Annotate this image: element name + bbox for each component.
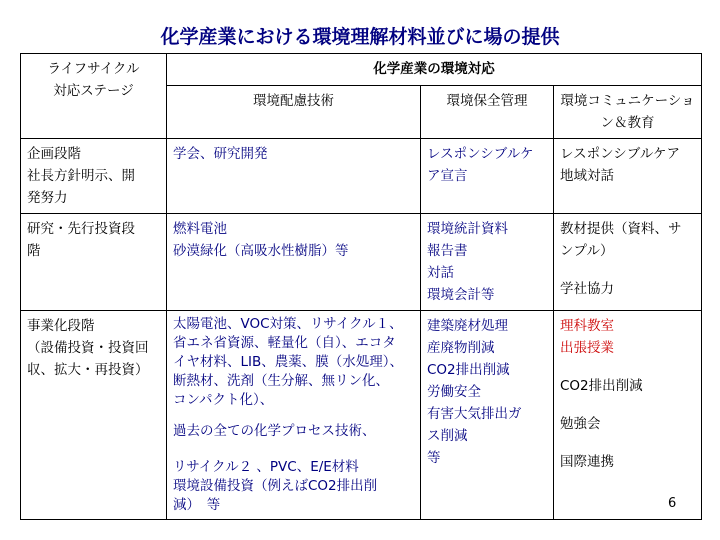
mgmt-cell [421, 139, 554, 214]
comm-cell-1 [554, 139, 702, 214]
mgmt-line: ス削減 [427, 428, 468, 444]
stage-line: 発努力 [27, 190, 68, 206]
tech-line: イヤ材料、LIB、農薬、膜（水処理）、 [173, 354, 404, 370]
comm-cell-3 [554, 311, 702, 520]
tech-cell [167, 139, 421, 214]
comm-line: CO2排出削減 [560, 378, 643, 394]
tech-line: 過去の全ての化学プロセス技術、 [173, 423, 376, 439]
mgmt-line: 報告書 [427, 243, 468, 259]
tech-line: 太陽電池、VOC対策、リサイクル１、 [173, 316, 403, 332]
mgmt-line: 建築廃材処理 [427, 318, 508, 334]
comm-cell-2 [554, 214, 702, 311]
header-comm [554, 86, 702, 139]
mgmt-line: ア宣言 [427, 168, 468, 184]
comm-line: 地域対話 [560, 168, 614, 184]
tech-line: 燃料電池 [173, 221, 227, 237]
stage-line: 社長方針明示、開 [27, 168, 135, 184]
stage-line: 研究・先行投資段 [27, 221, 135, 237]
stage-cell [21, 214, 167, 311]
header-group: 化学産業の環境対応 [167, 54, 702, 86]
header-comm-line-1: 環境コミュニケーショ [560, 93, 695, 109]
comm-line: ンプル） [560, 243, 614, 259]
header-stage-line-2: 対応ステージ [53, 83, 134, 99]
table-row [21, 214, 702, 311]
page-title: 化学産業における環境理解材料並びに場の提供 [160, 26, 560, 48]
stage-line: 企画段階 [27, 146, 81, 162]
mgmt-line: レスポンシブルケ [427, 146, 534, 162]
stage-line: 収、拡大・再投資） [27, 362, 149, 378]
header-comm-line-2: ン＆教育 [600, 115, 655, 131]
stage-line: 事業化段階 [27, 318, 95, 334]
comm-line: 国際連携 [560, 454, 614, 470]
tech-line: 省エネ省資源、軽量化（自）、エコタ [173, 335, 396, 351]
tech-line: 断熱材、洗剤（生分解、無リン化、 [173, 373, 389, 389]
stage-line: （設備投資・投資回 [27, 340, 149, 356]
tech-line: 学会、研究開発 [173, 146, 268, 162]
header-mgmt: 環境保全管理 [421, 86, 554, 139]
comm-line: 教材提供（資料、サ [560, 221, 682, 237]
mgmt-line: 労働安全 [427, 384, 481, 400]
tech-line: 砂漠緑化（高吸水性樹脂）等 [173, 243, 349, 259]
environment-table [20, 53, 702, 520]
header-stage-line-1: ライフサイクル [47, 61, 140, 77]
mgmt-line: 産廃物削減 [427, 340, 495, 356]
mgmt-line: 等 [427, 450, 441, 466]
header-tech: 環境配慮技術 [167, 86, 421, 139]
comm-line: 学社協力 [560, 281, 614, 297]
tech-line: 減） 等 [173, 497, 221, 513]
mgmt-line: 対話 [427, 265, 454, 281]
tech-line: コンパクト化）、 [173, 392, 274, 408]
mgmt-cell [421, 311, 554, 520]
mgmt-line: 環境会計等 [427, 287, 495, 303]
mgmt-line: 有害大気排出ガ [427, 406, 522, 422]
comm-line: レスポンシブルケア [560, 146, 680, 162]
comm-line: 理科教室 [560, 318, 614, 334]
comm-line: 勉強会 [560, 416, 601, 432]
table-row [21, 139, 702, 214]
stage-cell [21, 139, 167, 214]
tech-line: リサイクル２ 、PVC、E/E材料 [173, 459, 359, 475]
tech-cell [167, 311, 421, 520]
stage-cell [21, 311, 167, 520]
tech-line: 環境設備投資（例えばCO2排出削 [173, 478, 378, 494]
page-number: 6 [668, 496, 677, 511]
comm-line: 出張授業 [560, 340, 614, 356]
table-row [21, 311, 702, 520]
tech-cell [167, 214, 421, 311]
mgmt-cell [421, 214, 554, 311]
mgmt-line: 環境統計資料 [427, 221, 508, 237]
header-stage [21, 54, 167, 139]
mgmt-line: CO2排出削減 [427, 362, 510, 378]
stage-line: 階 [27, 243, 41, 259]
